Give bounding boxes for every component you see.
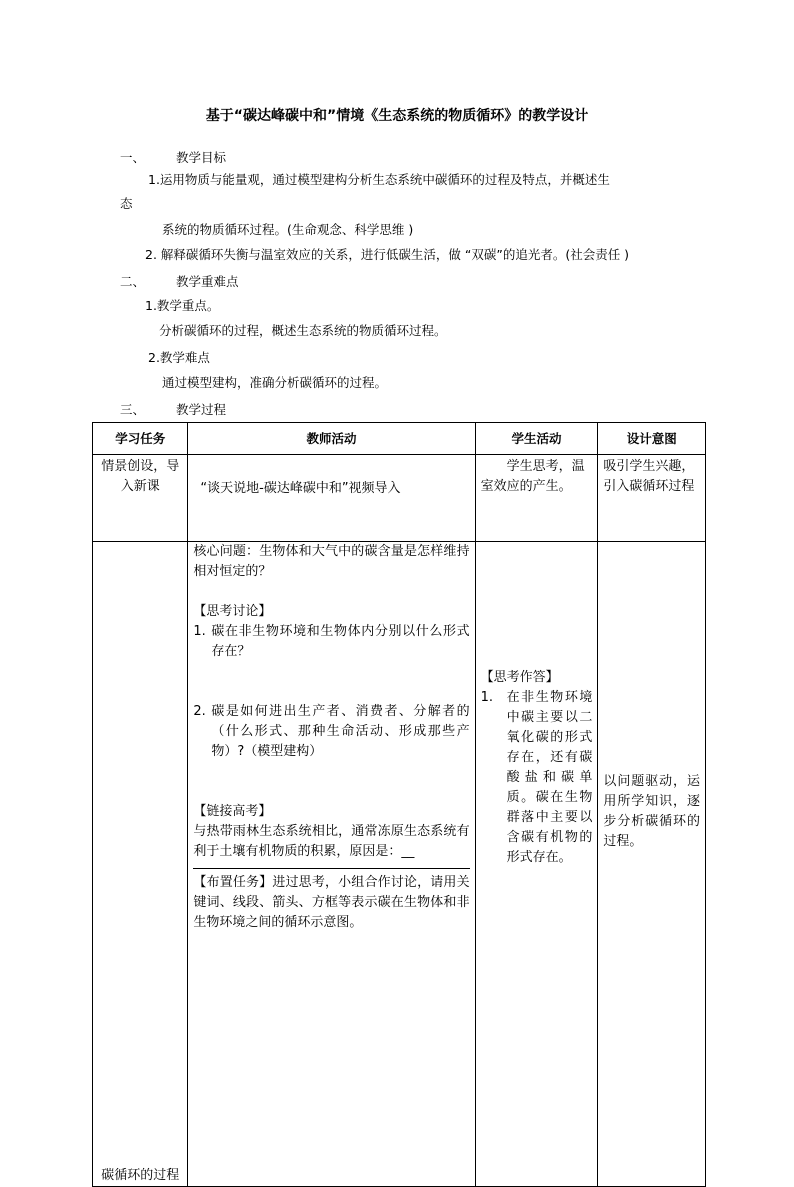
row2-intent: 以问题驱动，运用所学知识，逐步分析碳循环的过程。 <box>598 542 706 1187</box>
table-row <box>93 542 706 1187</box>
answer-line <box>193 868 469 869</box>
header-student-activity: 学生活动 <box>475 423 598 455</box>
section-3-number: 三、 <box>120 402 146 417</box>
section-1-title: 教学目标 <box>176 150 227 165</box>
question-1-text: 碳在非生物环境和生物体内分别以什么形式存在？ <box>211 624 470 659</box>
difficulty-label: 2.教学难点 <box>148 350 210 365</box>
objective-1-line-3: 系统的物质循环过程。(生命观念、科学思维 ) <box>162 222 414 237</box>
section-1-number: 一、 <box>120 150 146 165</box>
gaokao-title: 【链接高考】 <box>193 804 272 819</box>
question-1 <box>193 622 469 662</box>
section-3-title: 教学过程 <box>176 402 227 417</box>
question-2-number: 2. <box>193 704 206 719</box>
header-design-intent: 设计意图 <box>598 423 706 455</box>
difficulty-text: 通过模型建构，准确分析碳循环的过程。 <box>162 375 388 390</box>
answer-1 <box>481 688 593 868</box>
question-2-text: 碳是如何进出生产者、消费者、分解者的（什么形式、那种生命活动、形成那些产物）?（模型建构） <box>211 704 470 759</box>
row1-intent: 吸引学生兴趣，引入碳循环过程 <box>598 455 706 542</box>
answer-1-text: 在非生物环境中碳主要以二氧化碳的形式存在，还有碳酸盐和碳单质。碳在生物群落中主要以含碳有机物的形式存在。 <box>506 690 593 865</box>
row1-task: 情景创设，导入新课 <box>93 455 188 542</box>
objective-1-line-2: 态 <box>120 196 133 211</box>
question-1-number: 1. <box>193 624 206 639</box>
row2-student <box>475 542 598 1187</box>
key-point-label: 1.教学重点。 <box>145 298 220 313</box>
section-2-number: 二、 <box>120 274 146 289</box>
assignment-text: 进过思考，小组合作讨论，请用关键词、线段、箭头、方框等表示碳在生物体和非生物环境之间的循环示意图。 <box>193 875 470 930</box>
assignment <box>193 873 469 933</box>
table-row <box>93 455 706 542</box>
table-header-row <box>93 423 706 455</box>
discuss-title: 【思考讨论】 <box>193 604 272 619</box>
section-2-title: 教学重难点 <box>176 274 239 289</box>
core-question: 核心问题：生物体和大气中的碳含量是怎样维持相对恒定的？ <box>193 544 470 579</box>
gaokao-text: 与热带雨林生态系统相比，通常冻原生态系统有利于土壤有机物质的积累，原因是：__ <box>193 824 470 859</box>
question-2 <box>193 702 469 762</box>
assignment-title: 【布置任务】 <box>193 875 273 890</box>
key-point-text: 分析碳循环的过程，概述生态系统的物质循环过程。 <box>159 323 447 338</box>
objective-1-line-1: 1.运用物质与能量观，通过模型建构分析生态系统中碳循环的过程及特点，并概述生 <box>148 172 610 187</box>
row1-teacher: “谈天说地-碳达峰碳中和”视频导入 <box>188 455 475 542</box>
header-learning-task: 学习任务 <box>93 423 188 455</box>
row2-task: 碳循环的过程 <box>93 542 188 1187</box>
row1-student: 学生思考，温室效应的产生。 <box>475 455 598 542</box>
row2-teacher <box>188 542 475 1187</box>
answer-1-number: 1. <box>480 690 493 705</box>
page-title: 基于“碳达峰碳中和”情境《生态系统的物质循环》的教学设计 <box>205 108 589 124</box>
teaching-process-table <box>92 422 706 1187</box>
answer-title: 【思考作答】 <box>480 670 559 685</box>
objective-2: 2. 解释碳循环失衡与温室效应的关系，进行低碳生活，做 “双碳”的追光者。(社会责任 ) <box>145 247 630 262</box>
header-teacher-activity: 教师活动 <box>188 423 475 455</box>
